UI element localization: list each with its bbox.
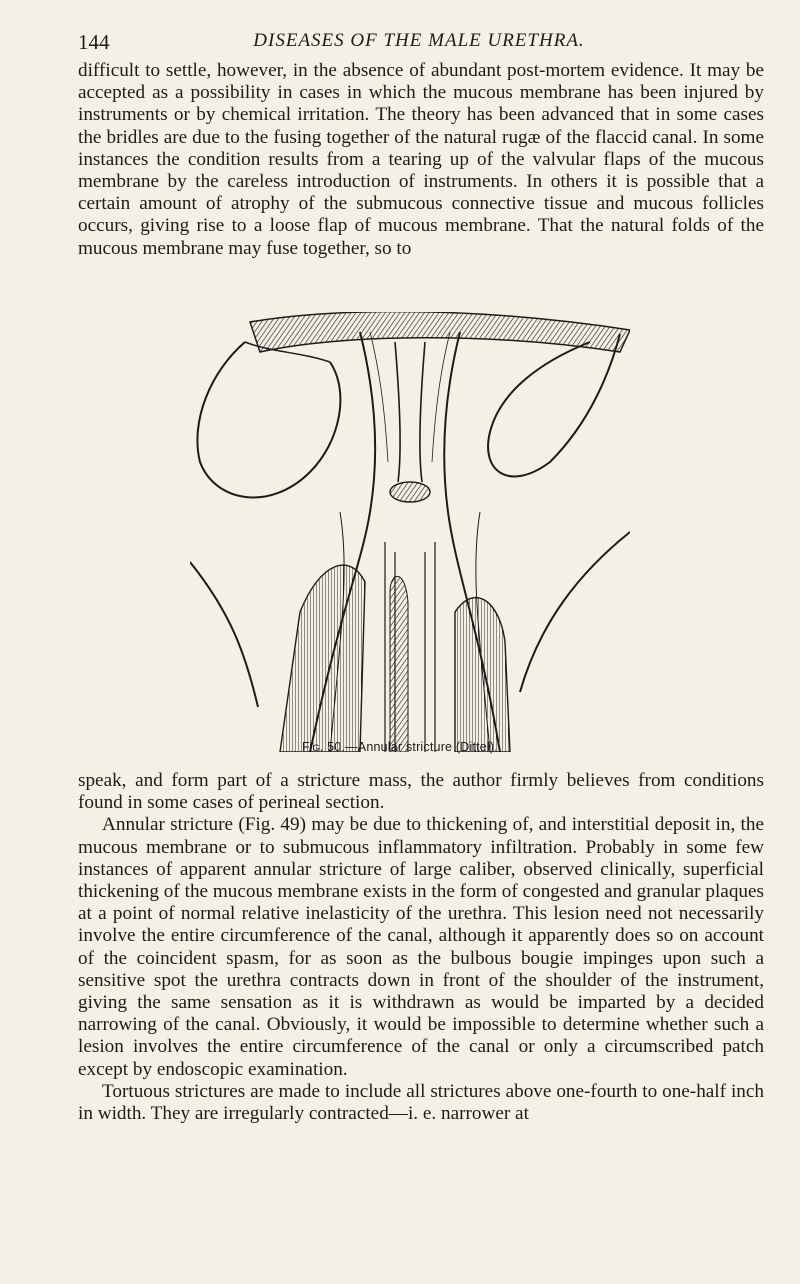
page-number: 144	[78, 30, 110, 54]
anatomical-illustration	[190, 312, 630, 752]
page-header	[78, 30, 760, 56]
urethra-stricture-drawing	[190, 312, 630, 752]
body-text-top	[78, 60, 764, 260]
figure-label: Fig. 50.	[302, 740, 346, 754]
figure-caption	[0, 740, 800, 754]
figure-caption-text: —Annular stricture (Dittel).	[345, 740, 498, 754]
paragraph: Annular stricture (Fig. 49) may be due to thickening of, and interstitial deposit in, the mucous membrane or to submucous inflammatory infiltration. Probably in some few instances of apparent annular stricture of large caliber, observed clinically, superficial thickening of the mucous membrane exists in the form of congested and granular plaques at a point of normal relative inelasticity of the urethra. This lesion need not necessarily involve the entire circumference of the canal, although it apparently does so on account of the coincident spasm, for as soon as the bulbous bougie impinges upon such a sensitive spot the urethra contracts down in front of the shoulder of the instrument, giving the same sensation as it is withdrawn as would be imparted by a decided narrowing of the canal. Obviously, it would be impossible to determine whether such a lesion involves the entire circumference of the canal or only a circumscribed patch except by endoscopic examination.	[78, 814, 764, 1080]
paragraph: Tortuous strictures are made to include all strictures above one-fourth to one-half inch in width. They are irregularly contracted—i. e. narrower at	[78, 1080, 764, 1125]
running-title: DISEASES OF THE MALE URETHRA.	[253, 30, 585, 51]
paragraph: speak, and form part of a stricture mass, the author firmly believes from conditions found in some cases of perineal section.	[78, 770, 764, 814]
paragraph: difficult to settle, however, in the absence of abundant post-mortem evidence. It may be accepted as a possibility in cases in which the mucous membrane has been injured by instruments or by chemical irritation. The theory has been advanced that in some cases the bridles are due to the fusing together of the natural rugæ of the flaccid canal. In some instances the condition results from a tearing up of the valvular flaps of the mucous membrane by the careless introduction of instruments. In others it is possible that a certain amount of atrophy of the submucous connective tissue and mucous follicles occurs, giving rise to a loose flap of mucous membrane. That the natural folds of the mucous membrane may fuse together, so to	[78, 60, 764, 259]
body-text-bottom	[78, 770, 764, 1125]
